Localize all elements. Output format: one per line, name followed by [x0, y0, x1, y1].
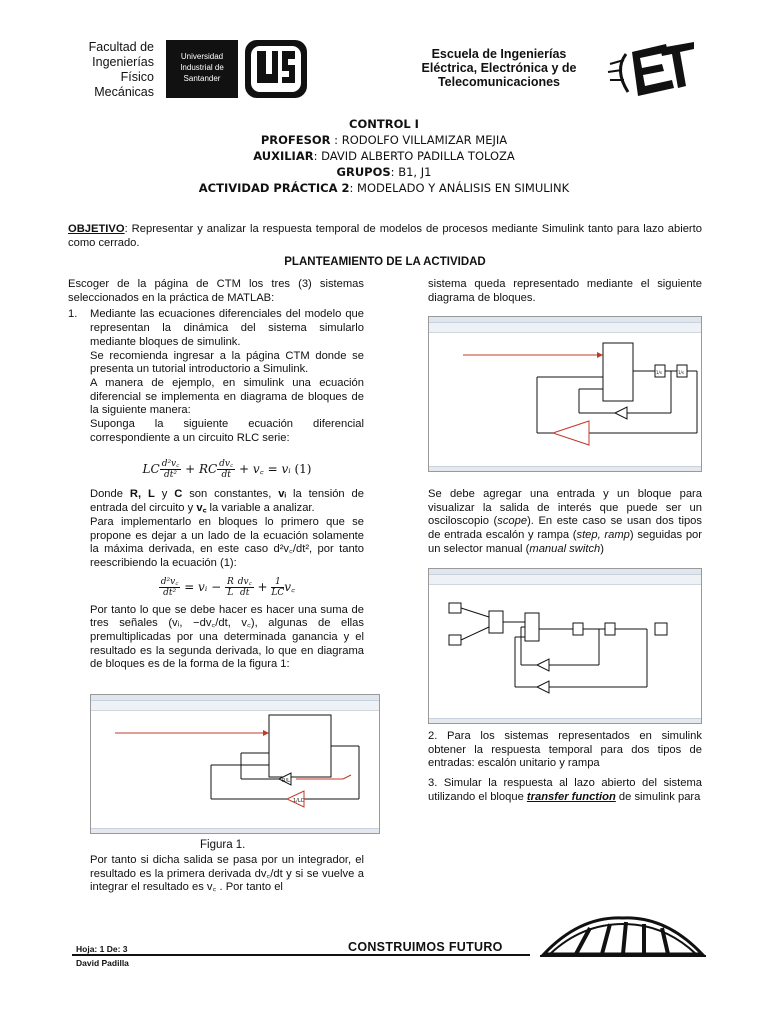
gain-label-rl: R/L [282, 778, 290, 784]
uis-logo-icon [243, 38, 309, 100]
text-run: ) [600, 542, 604, 555]
integration-paragraph: Por tanto si dicha salida se pasa por un integrador, el resultado es la primera derivada dv꜀/dt y si se vuelve a integrar el resultado es v꜀ . Por tanto el [90, 854, 364, 894]
equation-1: LC $\frac{\text{d²v꜀}}{\text{dt²}}$ + RC $\frac{dv꜀}{dt}$ + v꜀ = vᵢ (1) [142, 459, 312, 481]
objective-label: OBJETIVO [68, 223, 125, 235]
text-run: ). En este caso se usan dos tipos de entrada escalón y rampa ( [428, 515, 702, 542]
text-run: la tensión de entrada del circuito y [90, 488, 364, 515]
section-heading: PLANTEAMIENTO DE LA ACTIVIDAD [284, 256, 486, 268]
page-number: Hoja: 1 De: 3 [76, 944, 128, 954]
input-scope-paragraph [428, 488, 702, 557]
text-run: y [154, 488, 175, 501]
intro-paragraph: Escoger de la página de CTM los tres (3) sistemas seleccionados en la práctica de MATLAB: [68, 278, 364, 304]
list-item-1 [68, 308, 364, 672]
grupos-value: : B1, J1 [390, 165, 432, 179]
equation-2: $\frac{\text{d²v꜀}}{\text{dt²}}$ = vᵢ − $\frac{R}{L}$ $\frac{dv꜀}{dt}$ + $\frac{1}{LC}$ v꜀ [160, 576, 296, 598]
block-diagram-3 [429, 569, 703, 725]
activity-title-block [60, 116, 708, 196]
auxiliar-label: AUXILIAR [253, 149, 314, 163]
item1-paragraph: Se recomienda ingresar a la página CTM donde se presenta un tutorial introductorio a Simulink. [90, 349, 364, 376]
text-run: de simulink para [615, 790, 701, 803]
window-statusbar [429, 466, 701, 471]
course-title: CONTROL I [349, 117, 419, 131]
university-line: Industrial de [180, 63, 224, 72]
faculty-line: Ingenierías [92, 55, 154, 69]
item1-paragraph: Mediante las ecuaciones diferenciales del modelo que representan la dinámica del sistema simularlo mediante bloques de simulink. [90, 308, 364, 348]
integrator-label: 1/s [656, 370, 662, 375]
simulink-figure-1 [90, 694, 380, 834]
objective-paragraph [68, 222, 702, 250]
objective-text: : Representar y analizar la respuesta temporal de modelos de procesos mediante Simulink tanto para lazo abierto como cerrado. [68, 223, 702, 249]
university-line: Santander [183, 74, 221, 83]
e3t-logo-icon [606, 40, 696, 102]
school-line: Escuela de Ingenierías [431, 47, 567, 61]
text-run: vᵢ [278, 488, 287, 501]
left-column [68, 278, 364, 672]
implementation-paragraph: Para implementarlo en bloques lo primero que se propone es dejar a un lado de la ecuación solamente la máxima derivada, en este caso d²v꜀/dt², por tanto reescribiendo la ecuación (1): [90, 515, 364, 569]
window-statusbar [429, 718, 701, 723]
right-items [428, 730, 702, 805]
faculty-line: Físico [120, 70, 154, 84]
figure-caption: Figura 1. [200, 839, 246, 851]
text-run: ) seguidas por un selector manual ( [428, 529, 702, 555]
text-run: Se debe agregar una entrada y un bloque para visualizar la salida de interés que puede ser un osciloscopio ( [428, 488, 702, 528]
faculty-line: Facultad de [88, 40, 154, 54]
school-name [408, 47, 590, 89]
text-run: scope [497, 515, 528, 528]
item1-paragraph: A manera de ejemplo, en simulink una ecuación diferencial se implementa en diagrama de bloques de la siguiente manera: [90, 376, 364, 417]
auxiliar-name: : DAVID ALBERTO PADILLA TOLOZA [313, 149, 515, 163]
text-run: la variable a analizar. [206, 502, 315, 515]
profesor-name: : RODOLFO VILLAMIZAR MEJIA [330, 133, 508, 147]
right-column [428, 278, 702, 305]
diagram-intro-paragraph: sistema queda representado mediante el siguiente diagrama de bloques. [428, 278, 702, 304]
simulink-inputs-diagram [428, 568, 702, 724]
school-line: Telecomunicaciones [437, 75, 561, 89]
simulink-system-diagram [428, 316, 702, 472]
profesor-label: PROFESOR [260, 133, 331, 147]
constants-paragraph [90, 488, 364, 515]
actividad-title: : MODELADO Y ANÁLISIS EN SIMULINK [349, 181, 570, 195]
list-item-2: 2. Para los sistemas representados en simulink obtener la respuesta temporal para dos tipos de entradas: escalón unitario y rampa [428, 730, 702, 770]
sum-paragraph: Por tanto lo que se debe hacer es hacer una suma de tres señales (vᵢ, −dv꜀/dt, v꜀), algunas de ellas premultiplicadas por una determinada ganancia y el resultado es la segunda derivada, lo que en diagrama de bloques es de la forma de la figura 1: [90, 603, 364, 671]
text-run: step, ramp [576, 529, 630, 542]
footer-author: David Padilla [76, 958, 129, 968]
text-run: v꜀ [196, 502, 207, 515]
footer-slogan: CONSTRUIMOS FUTURO [348, 940, 503, 954]
window-statusbar [91, 828, 379, 833]
university-line: Universidad [180, 52, 224, 61]
grupos-label: GRUPOS [336, 165, 391, 179]
text-run: R, L [129, 488, 155, 501]
school-line: Eléctrica, Electrónica y de [421, 61, 577, 75]
item1-paragraph: Suponga la siguiente ecuación diferencial correspondiente a un circuito RLC serie: [90, 418, 364, 444]
text-run: C [174, 488, 183, 501]
university-name-box [166, 40, 238, 98]
list-number: 1. [68, 308, 78, 321]
integrator-label: 1/s [678, 370, 684, 375]
list-item-3 [428, 777, 702, 804]
gain-label-lc: 1/LC [293, 798, 305, 804]
text-run: 3. Simular la respuesta al lazo abierto del sistema utilizando el bloque [428, 777, 702, 803]
text-run: Donde [90, 488, 130, 501]
footer-divider [72, 954, 530, 956]
faculty-name [70, 40, 154, 100]
block-diagram-2 [429, 317, 703, 473]
actividad-label: ACTIVIDAD PRÁCTICA 2 [198, 181, 350, 195]
text-run: son constantes, [182, 488, 279, 501]
faculty-line: Mecánicas [94, 85, 154, 99]
block-diagram-1 [91, 695, 381, 835]
text-run: transfer function [526, 790, 616, 803]
bridge-logo-icon [540, 916, 706, 958]
after-figure-paragraph [90, 854, 364, 895]
text-run: manual switch [529, 542, 601, 555]
